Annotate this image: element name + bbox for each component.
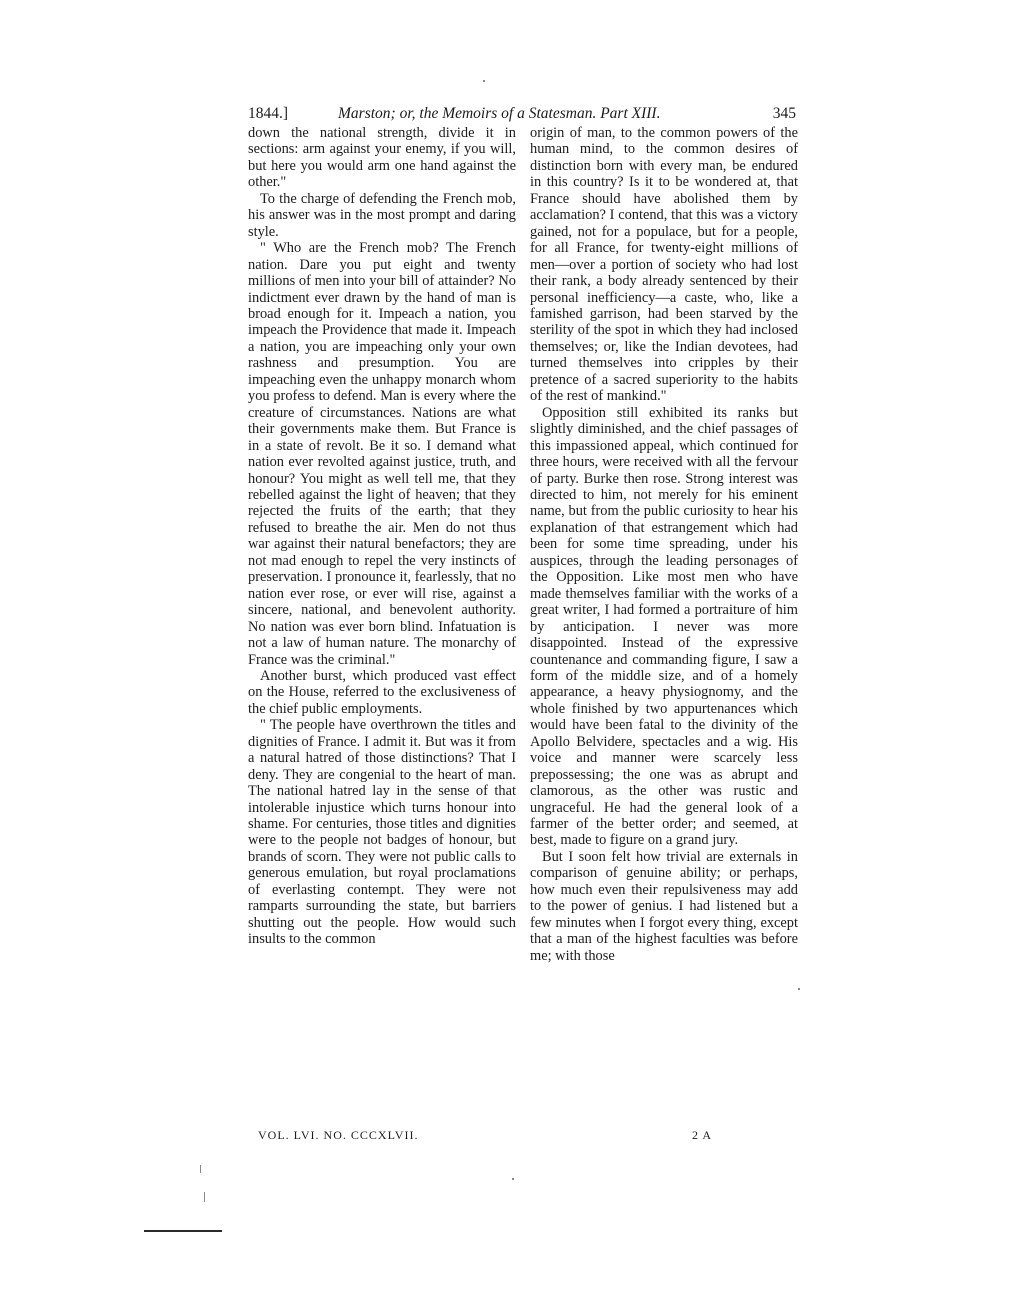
right-column [530,125,798,964]
scan-speck [483,80,485,82]
scan-speck [204,1192,205,1202]
header-year: 1844.] [248,105,289,122]
left-column [248,125,516,948]
header-title: Marston; or, the Memoirs of a Statesman. Part XIII. [338,105,661,122]
paragraph: Another burst, which produced vast effect on the House, referred to the exclusiveness of the chief public employments. [248,667,516,717]
paragraph: " The people have overthrown the titles and dignities of France. I admit it. But was it from a natural hatred of those distinctions? That I deny. They are congenial to the heart of man. The national hatred lay in the sense of that intolerable injustice which turns honour into shame. For centuries, those titles and dignities were to the people not badges of honour, but brands of scorn. They were not public calls to generous emulation, but royal proclamations of everlasting contempt. They were not ramparts surrounding the state, but barriers shutting out the people. How would such insults to the common [248,717,516,948]
paragraph: To the charge of defending the French mob, his answer was in the most prompt and daring style. [248,190,516,240]
paragraph: origin of man, to the common powers of the human mind, to the common desires of distinction born with every man, be endured in this country? Is it to be wondered at, that France should have abolished them by acclamation? I contend, that this was a victory gained, not for a populace, but for a people, for all France, for twenty-eight millions of men—over a portion of society who had lost their rank, a body already sentenced by their personal inefficiency—a caste, who, like a famished garrison, had been starved by the sterility of the spot in which they had inclosed themselves; or, like the Indian devotees, had turned themselves into cripples by their pretence of a sacred superiority to the habits of the rest of mankind." [530,125,798,405]
paragraph: " Who are the French mob? The French nation. Dare you put eight and twenty millions of men into your bill of attainder? No indictment ever drawn by the hand of man is broad enough for it. Impeach a nation, you impeach the Providence that made it. Impeach a nation, you are impeaching only your own rashness and presumption. You are impeaching even the unhappy monarch whom you profess to defend. Man is every where the creature of circumstances. Nations are what their governments make them. But France is in a state of revolt. Be it so. I demand what nation ever revolted against justice, truth, and honour? You might as well tell me, that they rebelled against the light of heaven; that they rejected the fruits of the earth; that they refused to breathe the air. Men do not thus war against their natural benefactors; they are not mad enough to repel the very instincts of preservation. I pronounce it, fearlessly, that no nation ever rose, or ever will rise, against a sincere, national, and benevolent authority. No nation was ever born blind. Infatuation is not a law of human nature. The monarchy of France was the criminal." [248,240,516,668]
paragraph: But I soon felt how trivial are externals in comparison of genuine ability; or perhaps, how much even their repulsiveness may add to the power of genius. I had listened but a few minutes when I forgot every thing, except that a man of the highest faculties was before me; with those [530,848,798,964]
paragraph: down the national strength, divide it in sections: arm against your enemy, if you will, but here you would arm one hand against the other." [248,125,516,191]
scan-speck [798,988,800,990]
signature-mark: 2 A [692,1128,713,1142]
paragraph: Opposition still exhibited its ranks but slightly diminished, and the chief passages of this impassioned appeal, which continued for three hours, were received with all the fervour of party. Burke then rose. Strong interest was directed to him, not merely for his eminent name, but from the public curiosity to hear his explanation of that estrangement which had been for some time spreading, under his auspices, through the leading personages of the Opposition. Like most men who have made themselves familiar with the works of a great writer, I had formed a portraiture of him by anticipation. I never was more disappointed. Instead of the expressive countenance and commanding figure, I saw a form of the middle size, and of a homely appearance, a heavy physiognomy, and the whole finished by two appurtenances which would have been fatal to the divinity of the Apollo Belvidere, spectacles and a wig. His voice and manner were scarcely less prepossessing; the one was as abrupt and clamorous, as the other was rustic and ungraceful. He had the general look of a farmer of the better order; and seemed, at best, made to figure on a grand jury. [530,404,798,849]
page-number: 345 [772,105,796,122]
scan-edge-mark [144,1230,222,1232]
running-header [248,103,796,125]
scan-speck [512,1178,514,1180]
scan-speck [200,1165,201,1173]
volume-footer: VOL. LVI. NO. CCCXLVII. [258,1128,419,1142]
